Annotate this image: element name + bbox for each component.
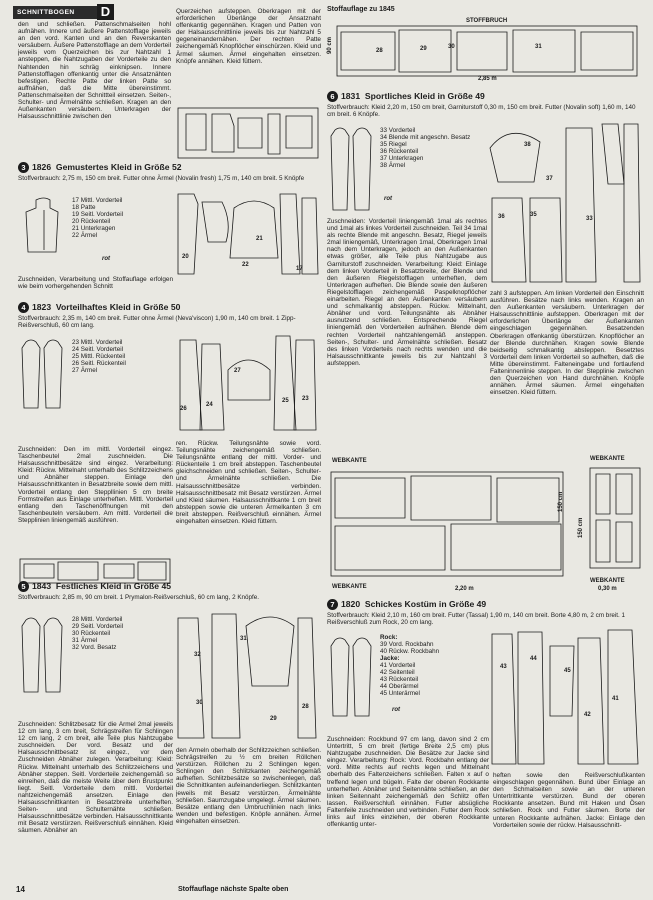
section-6-garnitur-layout	[586, 462, 644, 574]
section-6-title: Sportliches Kleid in Größe 49	[364, 91, 485, 101]
mark-26: 26	[180, 406, 187, 412]
mark-44: 44	[530, 656, 537, 662]
fabric-layout-1845	[327, 18, 643, 80]
mark-41: 41	[612, 696, 619, 702]
mark-30b: 30	[448, 44, 455, 50]
mark-21: 21	[256, 236, 263, 242]
part-28: 28 Mittl. Vorderteil	[72, 616, 123, 623]
section-7-number: 7	[327, 599, 338, 610]
section-3-model-sketch	[18, 196, 70, 270]
section-7-text: Zuschneiden: Rockbund 97 cm lang, davon sind 2 cm Untertritt, 5 cm breit (fertige Breite 2,5 cm) plus Nahtzugabe zuschneiden. Die Besätze zur Jacke sind eingez. Verarbeitung: Rock: Vord. Rockbahn entlang der vord. Mitte rechts auf rechts legen und Mittelnaht oberhalb des Faltenzeichens schließen. Falten x auf o treffend legen und bügeln. Falte der oberen Rockkante unterheften. Abnäher und Seitennähte schließen, an der linken Seitennaht zeichengemäß den Schlitz offen lassen. Reißverschluß einnähen. Futter absügliche Faltenfeile zuschneiden und verbinden. Futter dem Rock links auf links einziehen, der oberen Rockkante offenkantig unter-	[327, 736, 489, 829]
part-41: 41 Vorderteil	[380, 662, 416, 669]
section-4-heading	[18, 302, 180, 313]
section-6-model-sketch	[327, 124, 377, 216]
mark-38: 38	[524, 142, 531, 148]
part-45: 45 Unterärmel	[380, 690, 420, 697]
rock-label: Rock:	[380, 634, 398, 641]
stoffbruch-label: STOFFBRUCH	[466, 18, 508, 24]
part-19: 19 Seitl. Vorderteil	[72, 211, 124, 218]
part-23: 23 Mittl. Vorderteil	[72, 339, 123, 346]
section-4-parts	[72, 339, 126, 374]
section-6-number: 6	[327, 91, 338, 102]
section-5-parts	[72, 616, 123, 651]
section-6-model: 1831	[341, 91, 361, 101]
section-5-number: 5	[18, 581, 29, 592]
part-32: 32 Vord. Besatz	[72, 644, 117, 651]
part-44: 44 Oberärmel	[380, 683, 419, 690]
jacke-label: Jacke:	[380, 655, 400, 662]
mark-29: 29	[270, 716, 277, 722]
part-20: 20 Rückenteil	[72, 218, 111, 225]
mark-35: 35	[530, 212, 537, 218]
part-42: 42 Seitenteil	[380, 669, 415, 676]
webkante-label-1: WEBKANTE	[332, 458, 367, 464]
part-34: 34 Blende mit angeschn. Besatz	[380, 134, 471, 141]
section-4-fabric: Stoffverbrauch: 2,35 m, 140 cm breit. Futter ohne Ärmel (Neva'viscon) 1,90 m, 140 cm breit. 1 Zipp-Reißverschluß, 60 cm lang.	[18, 315, 296, 329]
section-3-number: 3	[18, 162, 29, 173]
section-6-fabric: Stoffverbrauch: Kleid 2,20 m, 150 cm breit, Garniturstoff 0,30 m, 150 cm breit. Futter (Novalin soft) 1,60 m, 140 cm breit. 6 Knöpfe.	[327, 104, 636, 118]
section-5-fabric: Stoffverbrauch: 2,85 m, 90 cm breit. 1 Prymalon-Reißverschluß, 60 cm lang, 2 Knöpfe.	[18, 594, 260, 601]
section-3-title: Gemustertes Kleid in Größe 52	[55, 162, 182, 172]
webkante-label-4: WEBKANTE	[590, 578, 625, 584]
section-3-parts	[72, 197, 123, 239]
rot-label-6: rot	[384, 196, 392, 202]
part-37: 37 Unterkragen	[380, 155, 424, 162]
section-3-text: Zuschneiden, Verarbeitung und Stoffauflage erfolgen wie beim vorhergehenden Schnitt	[18, 276, 173, 291]
fabric-layout-small-1	[176, 104, 321, 162]
mark-20: 20	[182, 254, 189, 260]
section-5-model-sketch	[18, 614, 70, 698]
mark-28: 28	[302, 704, 309, 710]
section-5-text2: den Ärmeln oberhalb der Schlitzzeichen schließen. Schrägstreifen zu ½ cm breiten Röllchen verstürzen. Röllchen zu 2 Schlingen legen. Schlingen den Schlitzkanten zeichengemäß aufheften. Schlitzbesätze so zwischenlegen, daß die Schnittkanten aufeinanderliegen. Schlitzkanten jeweils mit Besatz verstürzen. Ärmelnähte schließen. Saumzugabe umgelegt. Ärmel säumen. Besätze entlang den Umbruchlinien nach links wenden und befestigen. Knöpfe annähen. Ärmel eingehalten einsetzen.	[176, 747, 321, 825]
section-7-title: Schickes Kostüm in Größe 49	[364, 599, 487, 609]
part-18: 18 Patte	[72, 204, 96, 211]
section-4-title: Vorteilhaftes Kleid in Größe 50	[55, 302, 181, 312]
width-220m: 2,20 m	[455, 586, 474, 592]
section-7-text2: heften sowie den Reißverschlußkanten eingeschlagen gegennähen. Bund über Einlage an den Schmalseiten sowie an der unteren Untertrittkante verstürzen. Bund der oberen Rockkante ansetzen. Bund mit Haken und Ösen schließen. Rock und Futter säumen. Borte der unteren Rockkante aufnähen. Jacke: Einlage den Vorderteilen sowie der rückw. Halsausschnitt-	[493, 772, 645, 829]
section-4-model-sketch	[18, 336, 70, 416]
mark-43: 43	[500, 664, 507, 670]
section-3-model: 1826	[32, 162, 52, 172]
part-26: 26 Seitl. Rückenteil	[72, 360, 126, 367]
mark-33: 33	[586, 216, 593, 222]
section-6-parts	[380, 127, 470, 169]
height-90cm: 90 cm	[327, 36, 333, 54]
intro-text: den und schließen. Pattenschmalseiten hohl aufnähen. Innere und äußere Pattenstofflage jeweils an den vord. Kanten und an den Reverskanten versäubern. Äußere Pattenstofflage an dem Vorderteil jeweils vom Querzeichen bis zur Nahtzahl 1 ansteppen, die Nahtzugaben der Vorderteile zu den Nahtenden hin schräg einknipsen. Innere Pattenstofflagen offenkantig unter die Ansatznähten befestigen. Rechte Patte der linken Patte so auffnähen, daß die Mitte übereinstimmt. Pattenschmalseiten der Schnittteil einsetzen. Seiten-, Schulter- und Ärmelnähte schließen. Kragen an den Außenkanten versäubern. Unterkragen der Halsausschnittlinie zwischen den	[18, 21, 171, 121]
top-right-title: Stoffauflage zu 1845	[327, 6, 395, 13]
mark-42: 42	[584, 712, 591, 718]
height-150cm-b: 150 cm	[578, 517, 584, 538]
part-43: 43 Rückenteil	[380, 676, 419, 683]
mark-22: 22	[242, 262, 249, 268]
height-150cm-a: 150 cm	[558, 491, 564, 512]
section-5-pattern-pieces	[172, 608, 322, 748]
section-5-text: Zuschneiden: Schlitzbesatz für die Ärmel 2mal jeweils 12 cm lang, 3 cm breit, Schrägstreifen für Schlingen 12 cm lang, 2 cm breit, alle Teile plus Nahtzugabe zuschneiden. Der vord. Besatz und der Halsausschnittbesatz ist eingez., vor dem Zuschneiden Abnäher zulegen. Verarbeitung: Kleid: Rückw. Mittelnaht unterhalb des Schlitzzeichens und Abnäher steppen. Seitl. Vorderteile zeichengemäß so einreihen, daß die meiste Weite über dem Brustpunkt liegt. Seitl. Vorderteile dem mittl. Vorderteil nahtzeichengemäß ansetzen. Einlage den Halsausschnittkanten in Besatzbreite unterheften. Seiten- und Schulternähte schließen. Halsausschnittbesätze verbinden. Halsausschnittkante mit Besatz verstürzen. Reißverschluß einnähen. Kleid säumen. Abnäher an	[18, 721, 173, 835]
section-3-fabric: Stoffverbrauch: 2,75 m, 150 cm breit. Futter ohne Ärmel (Novalin fresh) 1,75 m, 140 cm breit. 5 Knöpfe	[18, 175, 305, 182]
part-21: 21 Unterkragen	[72, 225, 116, 232]
mark-37: 37	[546, 176, 553, 182]
section-7-model: 1820	[341, 599, 361, 609]
section-6-text: Zuschneiden: Vorderteil liniengemäß 1mal als rechtes und 1mal als linkes Vorderteil zuschneiden. Teil 34 1mal als rechte Blende mit angeschn. Besatz, Riegel jeweils 2mal liniengemäß, Unterkragen 1mal, Oberkragen 1mal nach dem Unterkragen, jedoch an den Außenkanten etwas größer, alle Teile plus Nahtzugabe aus Garniturstoff zuschneiden. Verarbeitung: Kleid: Einlage dem linken Vorderteil in Besatzbreite, der Blende und den äußeren Riegelstofflagen unterheften, dem Unterkragen aufheften. Die Blende sowie den äußeren Riegelstofflagen zeichengemäß Paspelknopflöcher einarbeiten. Riegel an den Außenkanten versäubern und schmalkantig absteppen. Rückw. Mittelnaht, Abnäher und vord. Teilungsnähte als Abnäher ausnutzend schließen. Entsprechende Riegel liniengemäß den Vorderteilen aufnähen. Blende dem rechten Vorderteil nahtzahlengemäß ansteppen. Seiten-, Schulter- und Ärmelnähte schließen. Besatz des linken Vorderteils nach rechts wenden und die Halsausschnittkante jeweils bis zur Nahtzahl 3 aufsteppen.	[327, 218, 487, 367]
section-6-pattern-pieces	[486, 118, 646, 288]
section-6-text2: zahl 3 aufsteppen. Am linken Vorderteil den Einschnitt ausführen. Besätze nach links wenden. Kragen an den Außenkanten versäubern. Unterkragen der Halsausschnittlinie aufsteppen. Oberkragen mit der erforderlichen Überlänge der Außenkanten eingeschlagen gegennähen. Besatzenden Oberkragen offenkantig überstürzen. Knopflöcher an der Blende durchnähen. Kragen sowie Blende beidseitig schmalkantig absteppen. Besetztes Vorderteil dem linken Vorderteil so aufheften, daß die Mitte übereinstimmt. Falteneingabe und fortlaufend Falteninnenlinie steppen. In der Stepplinie zwischen den Querzeichen von Hand durchnähen. Knöpfe annähen. Ärmel säumen. Ärmel eingehalten einsetzen. Kleid füttern.	[490, 290, 644, 397]
part-35: 35 Riegel	[380, 141, 407, 148]
mark-30: 30	[196, 700, 203, 706]
section-5-heading	[18, 581, 171, 592]
section-4-text: Zuschneiden: Den im mittl. Vorderteil eingez. Taschenbeutel 2mal zuschneiden. Die Halsausschnittbesätze sind eingez. Verarbeitung: Kleid: Rückw. Mittelnaht unterhalb des Schlitzzeichens und Abnäher steppen. Einlage den Halsausschnittkanten in Besatzbreite sowie dem mittl. Vorderteil entlang den Steppllinien 5 cm breite Formstreifen aus Einlage unterheften. Mittl. Vorderteil entlang den Taschenöffnungen mit den Taschenbeuteln versäubern. Am mittl. Vorderteil die Stepplinien liniengemäß ausführen.	[18, 446, 173, 524]
mark-27: 27	[234, 368, 241, 374]
part-29: 29 Seitl. Vorderteil	[72, 623, 124, 630]
part-17: 17 Mittl. Vorderteil	[72, 197, 123, 204]
section-4-model: 1823	[32, 302, 52, 312]
webkante-label-3: WEBKANTE	[590, 456, 625, 462]
mark-24: 24	[206, 402, 213, 408]
section-7-pattern-pieces	[488, 622, 646, 770]
part-39: 39 Vord. Rockbahn	[380, 641, 434, 648]
mark-31b: 31	[535, 44, 542, 50]
section-6-heading	[327, 91, 485, 102]
page-number: 14	[16, 885, 25, 894]
part-36: 36 Rückenteil	[380, 148, 419, 155]
section-4-number: 4	[18, 302, 29, 313]
width-285m: 2,85 m	[478, 76, 497, 82]
mark-31: 31	[240, 636, 247, 642]
part-31: 31 Ärmel	[72, 637, 98, 644]
section-4-pattern-pieces	[172, 330, 322, 438]
section-7-heading	[327, 599, 486, 610]
mark-25: 25	[282, 398, 289, 404]
mark-17: 17	[296, 266, 303, 272]
section-6-fabric-layout	[327, 464, 567, 584]
mark-45: 45	[564, 668, 571, 674]
mark-29b: 29	[420, 46, 427, 52]
part-38: 38 Ärmel	[380, 162, 406, 169]
col2-top-text: Querzeichen aufsteppen. Oberkragen mit der erforderlichen Überlänge der Ansatznaht offenkantig gegennähen. Kragen und Patten von der Halsausschnittlinie jeweils bis zur Nahtzahl 5 gegeneinandernähen. Der rechten Patte zeichengemäß Knopflöcher einschürzen. Kleid und Ärmel säumen. Ärmel eingehalten einsetzen. Knöpfe annähen. Kleid füttern.	[176, 8, 321, 65]
part-30: 30 Rückenteil	[72, 630, 111, 637]
mark-23: 23	[302, 396, 309, 402]
rot-label-7: rot	[392, 707, 400, 713]
part-24: 24 Seitl. Vorderteil	[72, 346, 124, 353]
part-40: 40 Rückw. Rockbahn	[380, 648, 440, 655]
section-7-parts	[380, 634, 439, 697]
webkante-label-2: WEBKANTE	[332, 584, 367, 590]
rot-label-3: rot	[102, 256, 110, 262]
part-27: 27 Ärmel	[72, 367, 98, 374]
section-3-heading	[18, 162, 182, 173]
part-25: 25 Mittl. Rückenteil	[72, 353, 126, 360]
part-22: 22 Ärmel	[72, 232, 98, 239]
section-7-model-sketch	[327, 634, 377, 722]
section-5-model: 1843	[32, 581, 52, 591]
section-badge: SCHNITTBOGEN	[13, 6, 99, 19]
width-030m: 0,30 m	[598, 586, 617, 592]
section-4-text2: ren. Rückw. Teilungsnähte sowie vord. Teilungsnähte zeichengemäß schließen. Teilungsnähte entlang der mittl. Vorder- und Rückenteile 1 cm breit absteppen. Taschenbeutel gleichschneiden und schließen. Seiten-, Schulter- und Ärmelnähte schließen. Die Halsausschnittbesätze verbinden. Halsausschnittbesatz mit Besatz verstürzen. Ärmel und Kleid säumen. Halsausschnittkante 1 cm breit absteppen sowie die unteren Ärmelkanten 3 cm breit absteppen. Reißverschluß einnähen. Ärmel eingehalten einsetzen. Kleid füttern.	[176, 440, 321, 526]
bottom-note: Stoffauflage nächste Spalte oben	[178, 886, 289, 893]
section-7-fabric: Stoffverbrauch: Kleid 2,10 m, 160 cm breit. Futter (Tassal) 1,90 m, 140 cm breit. Borte 4,80 m, 2 cm breit. 1 Reißverschluß zum Rock, 20 cm lang.	[327, 612, 626, 626]
mark-36: 36	[498, 214, 505, 220]
section-letter: D	[97, 4, 114, 20]
section-5-title: Festliches Kleid in Größe 45	[55, 581, 172, 591]
mark-28b: 28	[376, 48, 383, 54]
mark-32: 32	[194, 652, 201, 658]
part-33: 33 Vorderteil	[380, 127, 416, 134]
